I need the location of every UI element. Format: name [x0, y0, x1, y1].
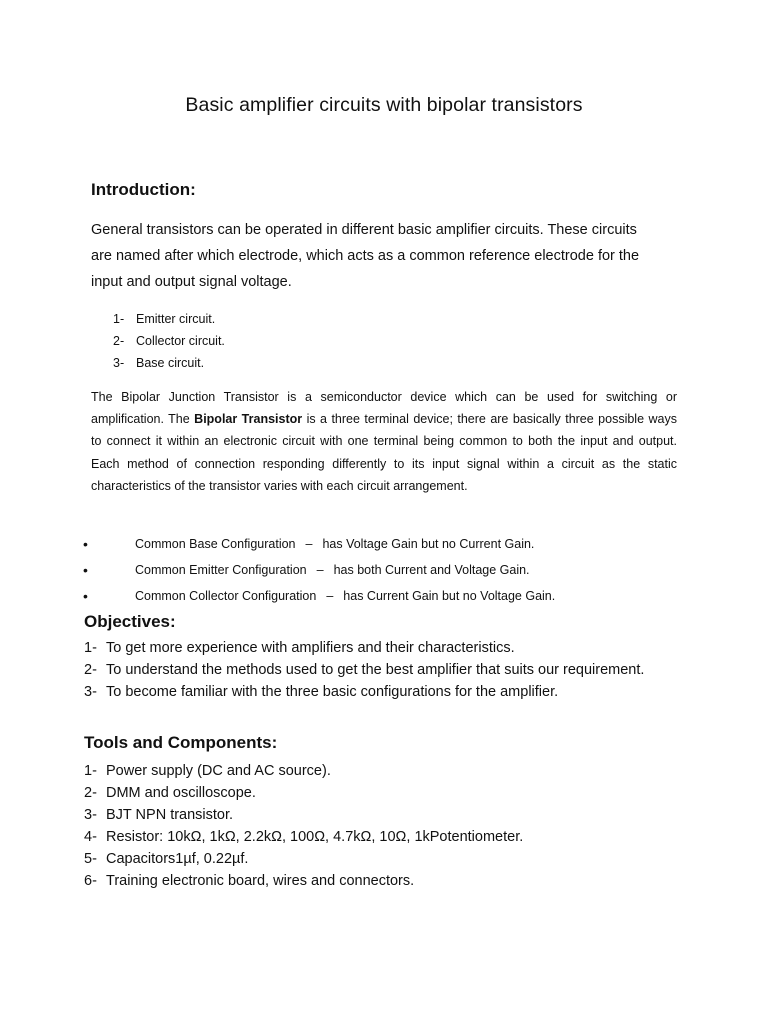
list-item: [84, 659, 646, 681]
dash-separator: –: [305, 537, 313, 551]
configuration-description: has both Current and Voltage Gain.: [333, 563, 530, 577]
list-item: [83, 583, 555, 609]
bjt-text-part2: is a three terminal device; there are basically three possible ways to connect it within an electronic circuit with one terminal being common to both the input and output. Each method of connection responding differently to its input signal within a circuit as the static characteristics of the transistor varies with each circuit arrangement.: [91, 412, 677, 493]
bullet-icon: •: [83, 562, 88, 578]
list-text: BJT NPN transistor.: [106, 807, 234, 823]
bjt-text-part1: The Bipolar Junction Transistor is a semiconductor device which can be used for switching or amplification. The: [91, 390, 677, 427]
introduction-heading: Introduction:: [91, 180, 196, 199]
list-item: [113, 308, 225, 330]
list-number: 5-: [84, 851, 97, 867]
list-number: 1-: [84, 763, 97, 779]
configuration-name: Common Emitter Configuration: [135, 563, 307, 577]
list-item: [84, 848, 523, 870]
list-number: 3-: [84, 807, 97, 823]
list-item: [84, 637, 646, 659]
list-text: To become familiar with the three basic configurations for the amplifier.: [106, 684, 559, 700]
list-item: [83, 531, 555, 557]
list-number: 4-: [84, 829, 97, 845]
tools-heading: Tools and Components:: [84, 733, 278, 752]
list-item: [84, 804, 523, 826]
list-text: Training electronic board, wires and connectors.: [106, 873, 415, 889]
list-item: [83, 557, 555, 583]
list-text: Base circuit.: [136, 356, 205, 370]
configuration-list: [83, 531, 555, 609]
configuration-description: has Current Gain but no Voltage Gain.: [343, 589, 556, 603]
list-item: [113, 352, 225, 374]
configuration-name: Common Base Configuration: [135, 537, 296, 551]
bullet-icon: •: [83, 588, 88, 604]
list-number: 3-: [84, 684, 97, 700]
list-item: [84, 681, 646, 703]
list-number: 2-: [84, 785, 97, 801]
list-item: [84, 826, 523, 848]
bullet-icon: •: [83, 536, 88, 552]
introduction-paragraph: General transistors can be operated in different basic amplifier circuits. These circuits are named after which electrode, which acts as a common reference electrode for the input and output signal voltage.: [91, 222, 640, 290]
list-text: DMM and oscilloscope.: [106, 785, 256, 801]
bjt-bold-term: Bipolar Transistor: [194, 412, 303, 427]
list-number: 2-: [84, 662, 97, 678]
list-item: [113, 330, 225, 352]
document-title: Basic amplifier circuits with bipolar transistors: [185, 94, 583, 116]
objectives-heading: Objectives:: [84, 612, 176, 631]
list-text: Capacitors1µf, 0.22µf.: [106, 851, 249, 867]
list-number: 1-: [84, 640, 97, 656]
list-item: [84, 782, 523, 804]
circuit-list: [113, 308, 225, 374]
list-number: 3-: [113, 356, 125, 370]
bjt-paragraph: [91, 386, 677, 497]
list-text: To understand the methods used to get the best amplifier that suits our requirement.: [106, 662, 645, 678]
objectives-list: [84, 637, 646, 703]
configuration-name: Common Collector Configuration: [135, 589, 317, 603]
list-text: To get more experience with amplifiers and their characteristics.: [106, 640, 515, 656]
list-text: Collector circuit.: [136, 334, 225, 348]
tools-list: [84, 760, 523, 892]
dash-separator: –: [316, 563, 324, 577]
configuration-description: has Voltage Gain but no Current Gain.: [322, 537, 535, 551]
list-text: Resistor: 10kΩ, 1kΩ, 2.2kΩ, 100Ω, 4.7kΩ, 10Ω, 1kPotentiometer.: [106, 829, 524, 845]
list-number: 2-: [113, 334, 125, 348]
list-number: 1-: [113, 312, 125, 326]
list-item: [84, 760, 523, 782]
dash-separator: –: [326, 589, 334, 603]
list-item: [84, 870, 523, 892]
list-number: 6-: [84, 873, 97, 889]
list-text: Power supply (DC and AC source).: [106, 763, 331, 779]
list-text: Emitter circuit.: [136, 312, 216, 326]
